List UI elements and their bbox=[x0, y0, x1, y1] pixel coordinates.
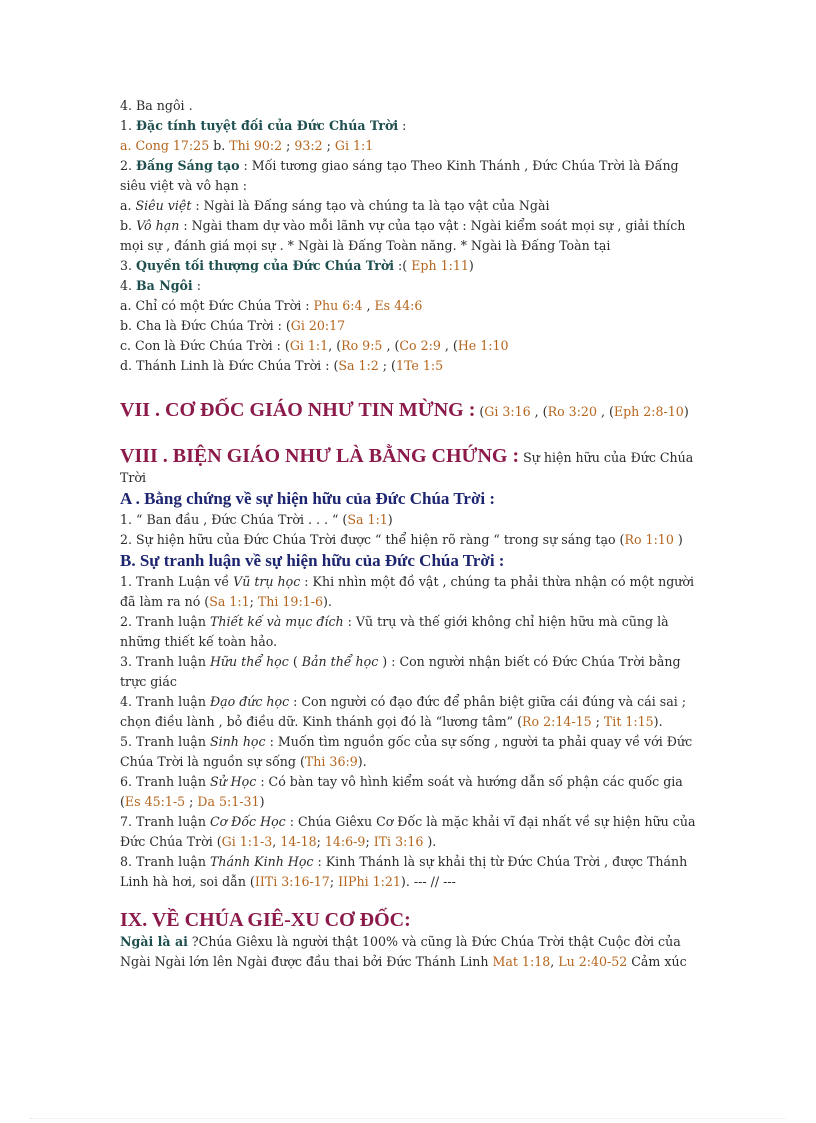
section-title-ba-ngoi: 4. Ba ngôi . bbox=[120, 98, 193, 113]
scripture-link[interactable]: Thi 19:1-6 bbox=[257, 594, 323, 609]
document-page bbox=[120, 96, 700, 972]
scripture-link[interactable]: 1Te 1:5 bbox=[395, 358, 444, 373]
list-item: 1. Tranh Luận về Vũ trụ học : Khi nhìn một đồ vật , chúng ta phải thừa nhận có một người đã làm ra nó (Sa 1:1; Thi 19:1-6). bbox=[120, 574, 695, 609]
subheading-b: B. Sự tranh luận về sự hiện hữu của Đức Chúa Trời : bbox=[120, 551, 505, 570]
scripture-link[interactable]: Gi 1:1 bbox=[334, 138, 374, 153]
item-heading: Đấng Sáng tạo bbox=[136, 158, 240, 173]
list-item: b. Vô hạn : Ngài tham dự vào mỗi lãnh vự của tạo vật : Ngài kiểm soát mọi sự , giải thích mọi sự , đánh giá mọi sự . * Ngài là Đấng Toàn năng. * Ngài là Đấng Toàn tại bbox=[120, 218, 686, 253]
list-item: 5. Tranh luận Sinh học : Muốn tìm nguồn gốc của sự sống , người ta phải quay về với Đức Chúa Trời là nguồn sự sống (Thi 36:9). bbox=[120, 734, 693, 769]
scripture-link[interactable]: Gi 1:1 bbox=[289, 338, 329, 353]
list-item: 7. Tranh luận Cơ Đốc Học : Chúa Giêxu Cơ Đốc là mặc khải vĩ đại nhất về sự hiện hữu của Đức Chúa Trời (Gi 1:1-3, 14-18; 14:6-9; ITi 3:16 ). bbox=[120, 814, 696, 849]
scripture-link[interactable]: Co 2:9 bbox=[399, 338, 441, 353]
list-item: a. Chỉ có một Đức Chúa Trời : Phu 6:4 , Es 44:6 bbox=[120, 298, 423, 313]
list-item: 8. Tranh luận Thánh Kinh Học : Kinh Thánh là sự khải thị từ Đức Chúa Trời , được Thánh Linh hà hơi, soi dẫn (IITi 3:16-17; IIPhi 1:21). --- // --- bbox=[120, 854, 688, 889]
scripture-link[interactable]: 14-18 bbox=[280, 834, 317, 849]
heading-text: VIII . BIỆN GIÁO NHƯ LÀ BẰNG CHỨNG : bbox=[120, 445, 520, 467]
scripture-link[interactable]: Mat 1:18 bbox=[492, 954, 551, 969]
scripture-link[interactable]: He 1:10 bbox=[457, 338, 509, 353]
section-heading-vii: VII . CƠ ĐỐC GIÁO NHƯ TIN MỪNG : (Gi 3:16 , (Ro 3:20 , (Eph 2:8-10) bbox=[120, 399, 689, 421]
scripture-link[interactable]: Cong 17:25 bbox=[135, 138, 210, 153]
list-item: 4. Ba Ngôi : bbox=[120, 278, 201, 293]
scripture-link[interactable]: Ro 9:5 bbox=[341, 338, 383, 353]
scripture-link[interactable]: IITi 3:16-17 bbox=[254, 874, 330, 889]
scripture-link[interactable]: Thi 36:9 bbox=[304, 754, 358, 769]
scripture-link[interactable]: Eph 2:8-10 bbox=[613, 404, 684, 419]
scripture-link[interactable]: IIPhi 1:21 bbox=[338, 874, 401, 889]
subheading-a: A . Bằng chứng về sự hiện hữu của Đức Chúa Trời : bbox=[120, 489, 496, 508]
scripture-link[interactable]: Ro 1:10 bbox=[624, 532, 674, 547]
scripture-link[interactable]: Thi 90:2 bbox=[229, 138, 283, 153]
scripture-link[interactable]: Sa 1:1 bbox=[209, 594, 250, 609]
heading-text: VII . CƠ ĐỐC GIÁO NHƯ TIN MỪNG : bbox=[120, 399, 476, 421]
list-item: 2. Sự hiện hữu của Đức Chúa Trời được “ thể hiện rõ ràng “ trong sự sáng tạo (Ro 1:10 ) bbox=[120, 532, 683, 547]
scripture-link[interactable]: Es 44:6 bbox=[374, 298, 423, 313]
scripture-link[interactable]: Sa 1:2 bbox=[338, 358, 379, 373]
scripture-link[interactable]: Gi 1:1-3 bbox=[221, 834, 273, 849]
list-item: c. Con là Đức Chúa Trời : (Gi 1:1, (Ro 9:5 , (Co 2:9 , (He 1:10 bbox=[120, 338, 509, 353]
scripture-link[interactable]: Es 45:1-5 bbox=[124, 794, 186, 809]
list-item: 2. Đấng Sáng tạo : Mối tương giao sáng tạo Theo Kinh Thánh , Đức Chúa Trời là Đấng siêu việt và vô hạn : bbox=[120, 158, 679, 193]
list-item: d. Thánh Linh là Đức Chúa Trời : (Sa 1:2 ; (1Te 1:5 bbox=[120, 358, 444, 373]
scripture-link[interactable]: Ro 2:14-15 bbox=[522, 714, 592, 729]
item-heading: Quyền tối thượng của Đức Chúa Trời bbox=[136, 258, 395, 273]
scripture-link[interactable]: Phu 6:4 bbox=[313, 298, 363, 313]
list-item: 1. “ Ban đầu , Đức Chúa Trời . . . “ (Sa 1:1) bbox=[120, 512, 393, 527]
scripture-link[interactable]: Da 5:1-31 bbox=[197, 794, 260, 809]
scripture-link[interactable]: Gi 3:16 bbox=[484, 404, 531, 419]
scripture-link[interactable]: Ro 3:20 bbox=[547, 404, 597, 419]
scripture-link[interactable]: Lu 2:40-52 bbox=[558, 954, 628, 969]
list-item: 3. Quyền tối thượng của Đức Chúa Trời :( Eph 1:11) bbox=[120, 258, 474, 273]
scripture-link[interactable]: 93:2 bbox=[294, 138, 323, 153]
section-heading-viii: VIII . BIỆN GIÁO NHƯ LÀ BẰNG CHỨNG : Sự hiện hữu của Đức Chúa Trời bbox=[120, 445, 694, 485]
item-heading: Ba Ngôi bbox=[136, 278, 193, 293]
scripture-link[interactable]: Eph 1:11 bbox=[411, 258, 469, 273]
list-item: 4. Tranh luận Đạo đức học : Con người có đạo đức để phân biệt giữa cái đúng và cái sai ; chọn điều lành , bỏ điều dữ. Kinh thánh gọi đó là “lương tâm” (Ro 2:14-15 ; Tit 1:15). bbox=[120, 694, 687, 729]
scripture-link[interactable]: Gi 20:17 bbox=[290, 318, 346, 333]
item-heading: Đặc tính tuyệt đối của Đức Chúa Trời bbox=[136, 118, 399, 133]
page-bottom-divider bbox=[30, 1118, 786, 1119]
section-heading-ix: IX. VỀ CHÚA GIÊ-XU CƠ ĐỐC: bbox=[120, 909, 411, 931]
list-item: 3. Tranh luận Hữu thể học ( Bản thể học ) : Con người nhận biết có Đức Chúa Trời bằng trực giác bbox=[120, 654, 681, 689]
list-item: 2. Tranh luận Thiết kế và mục đích : Vũ trụ và thế giới không chỉ hiện hữu mà cũng là những thiết kế toàn hảo. bbox=[120, 614, 669, 649]
list-item: 6. Tranh luận Sử Học : Có bàn tay vô hình kiểm soát và hướng dẫn số phận các quốc gia (Es 45:1-5 ; Da 5:1-31) bbox=[120, 774, 683, 809]
scripture-link[interactable]: 14:6-9 bbox=[324, 834, 366, 849]
scripture-link[interactable]: Sa 1:1 bbox=[347, 512, 388, 527]
list-item: b. Cha là Đức Chúa Trời : (Gi 20:17 bbox=[120, 318, 346, 333]
paragraph: Ngài là ai ?Chúa Giêxu là người thật 100% và cũng là Đức Chúa Trời thật Cuộc đời của Ngài Ngài lớn lên Ngài được đầu thai bởi Đức Thánh Linh Mat 1:18, Lu 2:40-52 Cảm xúc bbox=[120, 934, 687, 969]
scripture-link[interactable]: ITi 3:16 bbox=[373, 834, 424, 849]
list-item: 1. Đặc tính tuyệt đối của Đức Chúa Trời : bbox=[120, 118, 407, 133]
list-item: a. Siêu việt : Ngài là Đấng sáng tạo và chúng ta là tạo vật của Ngài bbox=[120, 198, 550, 213]
scripture-link[interactable]: Tit 1:15 bbox=[603, 714, 654, 729]
item-heading: Ngài là ai bbox=[120, 934, 188, 949]
list-item: a. Cong 17:25 b. Thi 90:2 ; 93:2 ; Gi 1:1 bbox=[120, 138, 374, 153]
